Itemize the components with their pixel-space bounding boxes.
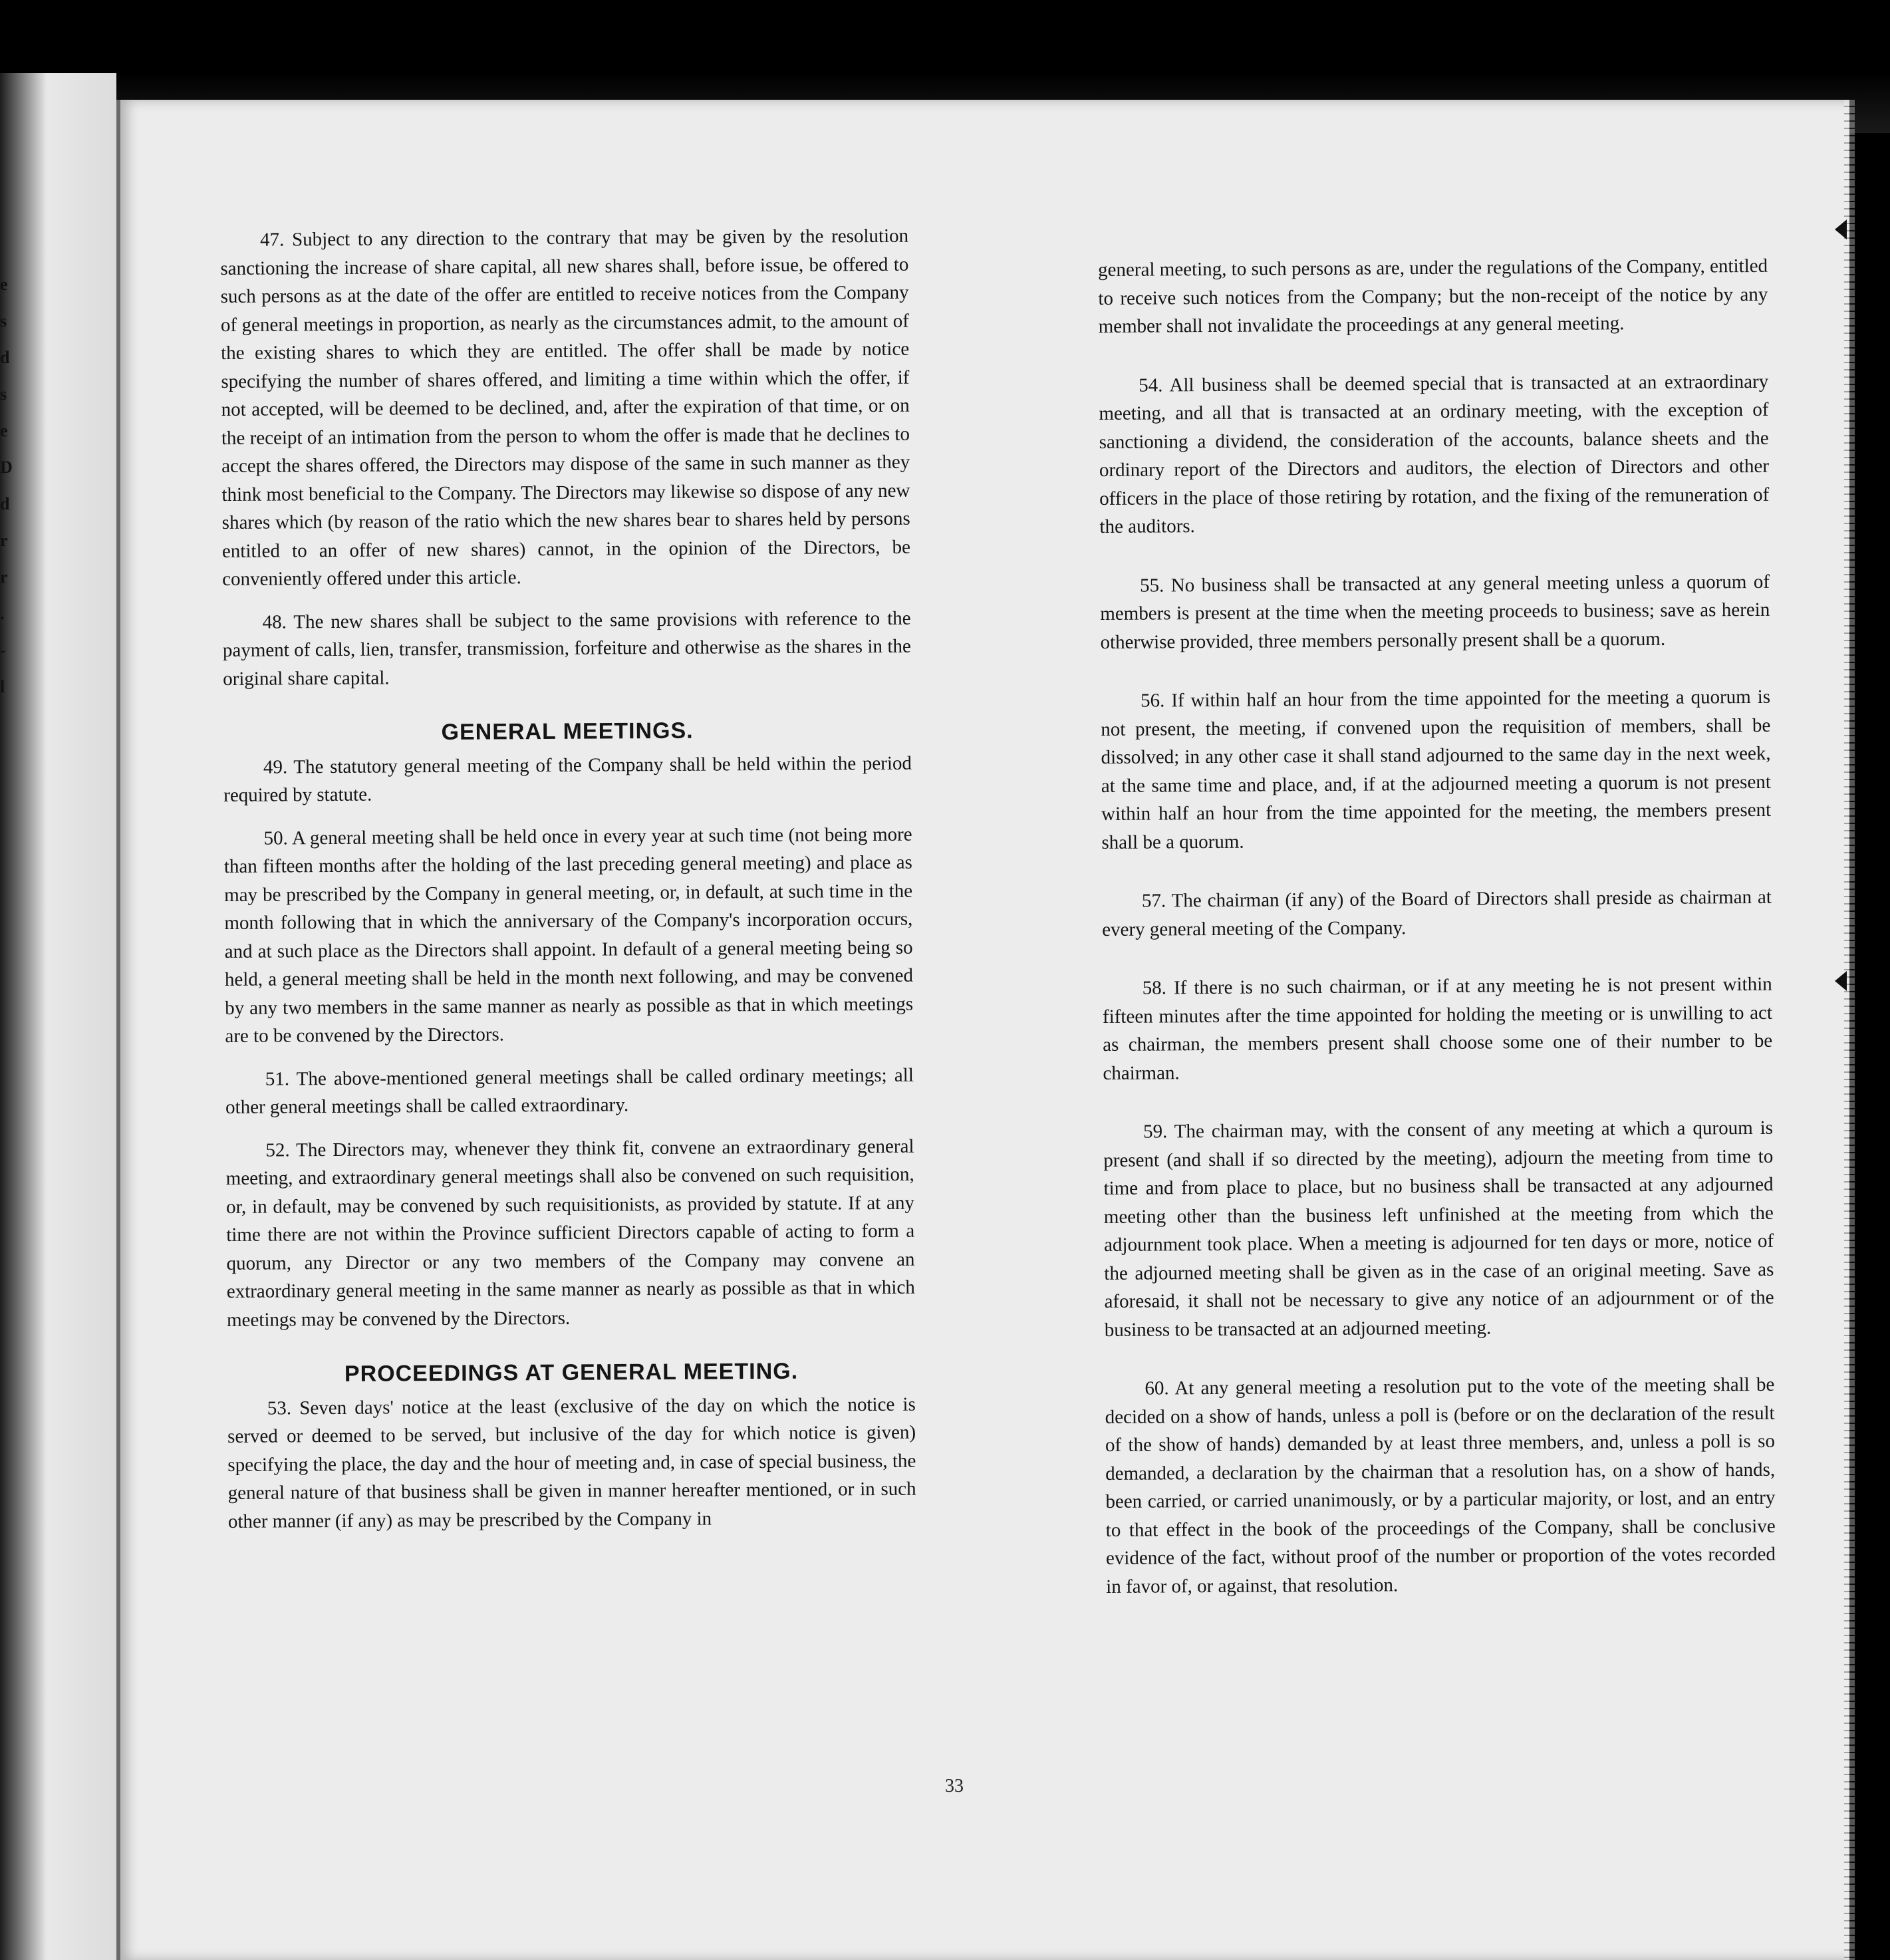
edge-letter: s bbox=[0, 311, 7, 331]
edge-mark bbox=[1835, 219, 1847, 239]
article-paragraph: 51. The above-mentioned general meetings shall be called ordinary meetings; all other general meetings shall be called extraordinary. bbox=[225, 1064, 914, 1118]
article-paragraph: 47. Subject to any direction to the contrary that may be given by the resolution sanctioning the increase of share capital, all new shares shall, before issue, be offered to such persons as at the date of the offer are entitled to receive notices from the Company of general meetings in proportion, as nearly as the circumstances admit, to the amount of the existing shares to which they are entitled. The offer shall be made by notice specifying the number of shares offered, and limiting a time within which the offer, if not accepted, will be deemed to be declined, and, after the expiration of that time, or on the receipt of an intimation from the person to whom the offer is made that he declines to accept the shares offered, the Directors may dispose of the same in such manner as they think most beneficial to the Company. The Directors may likewise so dispose of any new shares which (by reason of the ratio which the new shares bear to shares held by persons entitled to an offer of new shares) cannot, in the opinion of the Directors, be conveniently offered under this article. bbox=[220, 225, 911, 590]
edge-letter: e bbox=[0, 275, 8, 294]
edge-letter: d bbox=[0, 348, 10, 367]
section-heading: GENERAL MEETINGS. bbox=[441, 718, 694, 745]
article-paragraph: 50. A general meeting shall be held once in every year at such time (not being more than fifteen months after the holding of the last preceding general meeting) and place as may be prescribed by the Company in general meeting, or, in default, at such time in the month following that in which the anniversary of the Company's incorporation occurs, and at such place as the Directors shall appoint. In default of a general meeting being so held, a general meeting shall be held in the month next following, and may be convened by any two members in the same manner as nearly as possible as that in which meetings are to be convened by the Directors. bbox=[223, 823, 914, 1047]
article-paragraph: 54. All business shall be deemed special that is transacted at an extraordinary meeting, and all that is transacted at an ordinary meeting, with the exception of sanctioning a dividend, the consideration of the accounts, balance sheets and the ordinary report of the Directors and auditors, the election of Directors and other officers in the place of those retiring by rotation, and the fixing of the remuneration of the auditors. bbox=[1099, 370, 1770, 537]
edge-letter: d bbox=[0, 494, 10, 513]
article-paragraph: 60. At any general meeting a resolution put to the vote of the meeting shall be decided on a show of hands, unless a poll is (before or on the declaration of the result of the show of hands) demanded by at least three members, and, unless a poll is so demanded, a declaration by the chairman that a resolution has, on a show of hands, been carried, or carried unanimously, or by a particular majority, or lost, and an entry to that effect in the book of the proceedings of the Company, shall be conclusive evidence of the fact, without proof of the number or proportion of the votes recorded in favor of, or against, that resolution. bbox=[1105, 1373, 1776, 1598]
article-paragraph: 48. The new shares shall be subject to the same provisions with reference to the payment of calls, lien, transfer, transmission, forfeiture and otherwise as the shares in the original share capital. bbox=[222, 607, 911, 690]
edge-letter: s bbox=[0, 384, 7, 404]
article-paragraph: 49. The statutory general meeting of the Company shall be held within the period required by statute. bbox=[223, 752, 912, 806]
article-paragraph: general meeting, to such persons as are, under the regulations of the Company, entitled to receive such notices from the Company; but the non-receipt of the notice by any member shall not invalidate the proceedings at any general meeting. bbox=[1098, 255, 1768, 337]
facing-page-cut-text bbox=[0, 266, 13, 705]
article-paragraph: 55. No business shall be transacted at any general meeting unless a quorum of members is present at the time when the meeting proceeds to business; save as herein otherwise provided, three members personally present shall be a quorum. bbox=[1100, 571, 1770, 653]
edge-letter: l bbox=[0, 677, 5, 696]
article-paragraph: 56. If within half an hour from the time appointed for the meeting a quorum is not present, the meeting, if convened upon the requisition of members, shall be dissolved; in any other case it shall stand adjourned to the same day in the next week, at the same time and place, and, if at the adjourned meeting a quorum is not present within half an hour from the time appointed for the meeting, the members present shall be a quorum. bbox=[1101, 686, 1772, 853]
edge-mark bbox=[1835, 971, 1847, 991]
left-column bbox=[220, 222, 916, 1550]
article-paragraph: 52. The Directors may, whenever they think fit, convene an extraordinary general meeting, and extraordinary general meetings shall also be convened on such requisition, or, in default, may be convened by such requisitionists, as provided by statute. If at any time there are not within the Province sufficient Directors capable of acting to form a quorum, any Director or any two members of the Company may convene an extraordinary general meeting in the same manner as nearly as possible as that in which meetings may be convened by the Directors. bbox=[225, 1135, 915, 1331]
edge-letter: e bbox=[0, 421, 8, 440]
article-paragraph: 58. If there is no such chairman, or if at any meeting he is not present within fifteen minutes after the time appointed for holding the meeting or is unwilling to act as chairman, the members present shall choose some one of their number to be chairman. bbox=[1102, 973, 1773, 1084]
page-torn-edge bbox=[1844, 100, 1855, 1960]
edge-letter: r bbox=[0, 531, 8, 550]
article-paragraph: 53. Seven days' notice at the least (exclusive of the day on which the notice is served or deemed to be served, but inclusive of the day for which notice is given) specifying the place, the day and the hour of meeting and, in case of special business, the general nature of that business shall be given in manner hereafter mentioned, or in such other manner (if any) as may be prescribed by the Company in bbox=[227, 1393, 916, 1532]
article-paragraph: 59. The chairman may, with the consent of any meeting at which a quroum is present (and shall if so directed by the meeting), adjourn the meeting from time to time and from place to place, but no business shall be transacted at any adjourned meeting other than the business left unfinished at the meeting from which the adjournment took place. When a meeting is adjourned for ten days or more, notice of the adjourned meeting shall be given as in the case of an original meeting. Save as aforesaid, it shall not be necessary to give any notice of an adjournment or of the business to be transacted at an adjourned meeting. bbox=[1103, 1117, 1774, 1341]
edge-letter: D bbox=[0, 458, 13, 477]
edge-letter: - bbox=[0, 640, 6, 660]
section-heading: PROCEEDINGS AT GENERAL MEETING. bbox=[344, 1358, 799, 1387]
edge-letter: . bbox=[0, 604, 5, 623]
facing-page-edge bbox=[0, 73, 116, 1960]
right-column bbox=[1098, 252, 1776, 1631]
document-page bbox=[116, 100, 1849, 1960]
edge-letter: r bbox=[0, 567, 8, 587]
article-paragraph: 57. The chairman (if any) of the Board of Directors shall preside as chairman at every general meeting of the Company. bbox=[1102, 886, 1772, 940]
page-number: 33 bbox=[945, 1776, 964, 1796]
